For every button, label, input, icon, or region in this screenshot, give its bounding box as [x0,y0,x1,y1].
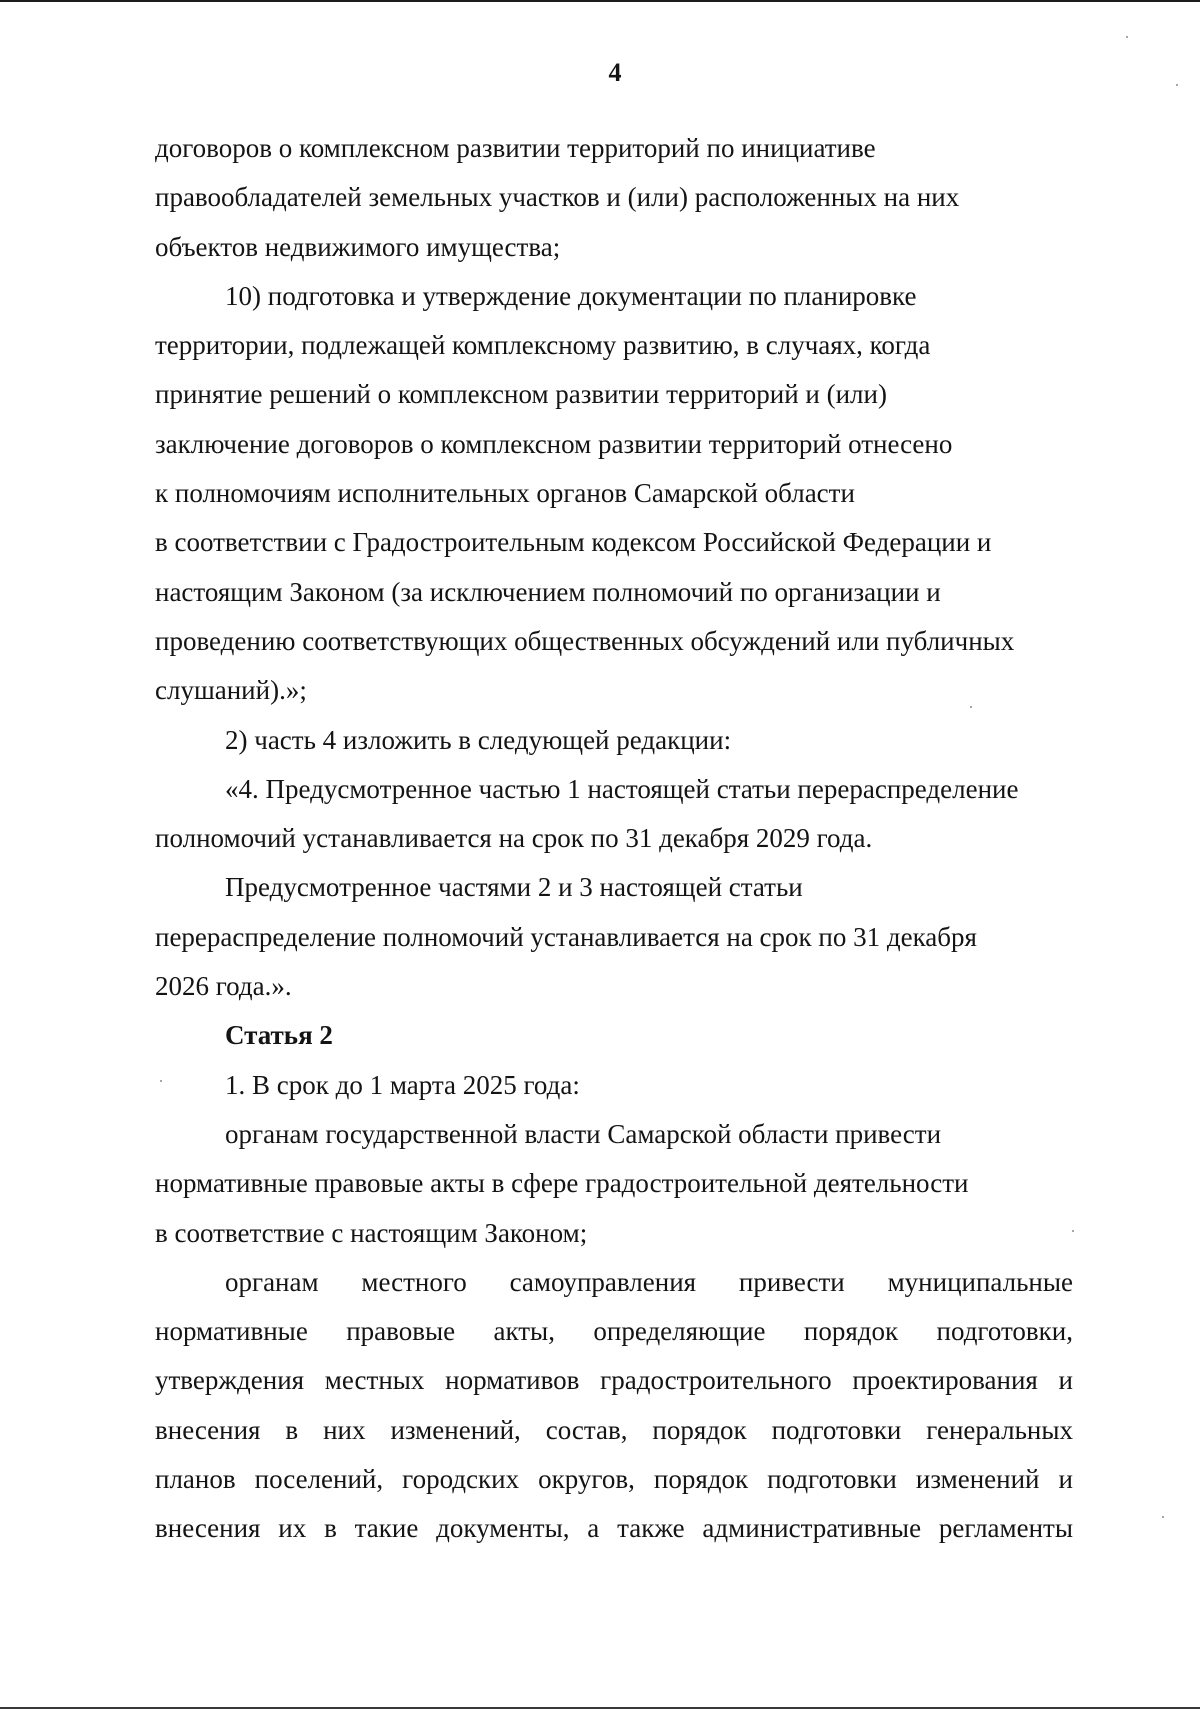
text-line: органам местного самоуправления привести муниципальные [225,1266,1073,1297]
text-line: перераспределение полномочий устанавливается на срок по 31 декабря [155,921,977,952]
article-heading: Статья 2 [225,1020,333,1051]
text-line: внесения в них изменений, состав, порядок подготовки генеральных [155,1414,1073,1445]
text-line: в соответствии с Градостроительным кодексом Российской Федерации и [155,527,992,558]
paragraph-item-10 [155,272,1073,716]
page-number: 4 [608,58,622,87]
scan-speck [970,706,972,708]
text-line: Предусмотренное частями 2 и 3 настоящей статьи [225,872,803,903]
text-line: «4. Предусмотренное частью 1 настоящей статьи перераспределение [225,773,1019,804]
scan-speck [1162,1516,1164,1518]
text-line: заключение договоров о комплексном развитии территорий отнесено [155,428,953,459]
text-line: территории, подлежащей комплексному развитию, в случаях, когда [155,330,931,361]
text-line: правообладателей земельных участков и (или) расположенных на них [155,182,960,213]
paragraph-part-4 [155,765,1073,864]
text-line: утверждения местных нормативов градостроительного проектирования и [155,1365,1073,1396]
text-line: принятие решений о комплексном развитии территорий и (или) [155,379,887,410]
paragraph-continuation [155,124,1073,272]
scan-bottom-edge [0,1707,1200,1709]
paragraph-state-authorities [155,1110,1073,1258]
text-line: к полномочиям исполнительных органов Самарской области [155,478,855,509]
paragraph-last-line: объектов недвижимого имущества; [155,231,561,262]
scan-speck [1072,1230,1074,1232]
text-line: планов поселений, городских округов, порядок подготовки изменений и [155,1464,1073,1495]
text-line: внесения их в такие документы, а также административные регламенты [155,1513,1073,1544]
text-line: нормативные правовые акты в сфере градостроительной деятельности [155,1168,969,1199]
paragraph-last-line: 2026 года.». [155,971,292,1002]
text-line: настоящим Законом (за исключением полномочий по организации и [155,576,941,607]
text-line: 10) подготовка и утверждение документации по планировке [225,280,917,311]
scan-speck [1176,84,1178,86]
paragraph-last-line: слушаний).»; [155,675,307,706]
paragraph-last-line: полномочий устанавливается на срок по 31 декабря 2029 года. [155,823,873,854]
text-line: договоров о комплексном развитии территорий по инициативе [155,133,876,163]
paragraph-last-line: в соответствие с настоящим Законом; [155,1217,588,1248]
scan-speck [1126,36,1128,38]
paragraph-local-authorities [155,1258,1073,1554]
document-body [155,124,1073,1554]
scan-top-edge [0,0,1200,2]
scan-speck [160,1080,162,1082]
text-line: проведению соответствующих общественных обсуждений или публичных [155,625,1015,656]
text-line: органам государственной власти Самарской области привести [225,1118,942,1149]
paragraph-item-2: 2) часть 4 изложить в следующей редакции: [225,724,732,755]
paragraph-parts-2-3 [155,863,1073,1011]
paragraph-deadline: 1. В срок до 1 марта 2025 года: [225,1069,580,1100]
text-line: нормативные правовые акты, определяющие порядок подготовки, [155,1316,1073,1347]
